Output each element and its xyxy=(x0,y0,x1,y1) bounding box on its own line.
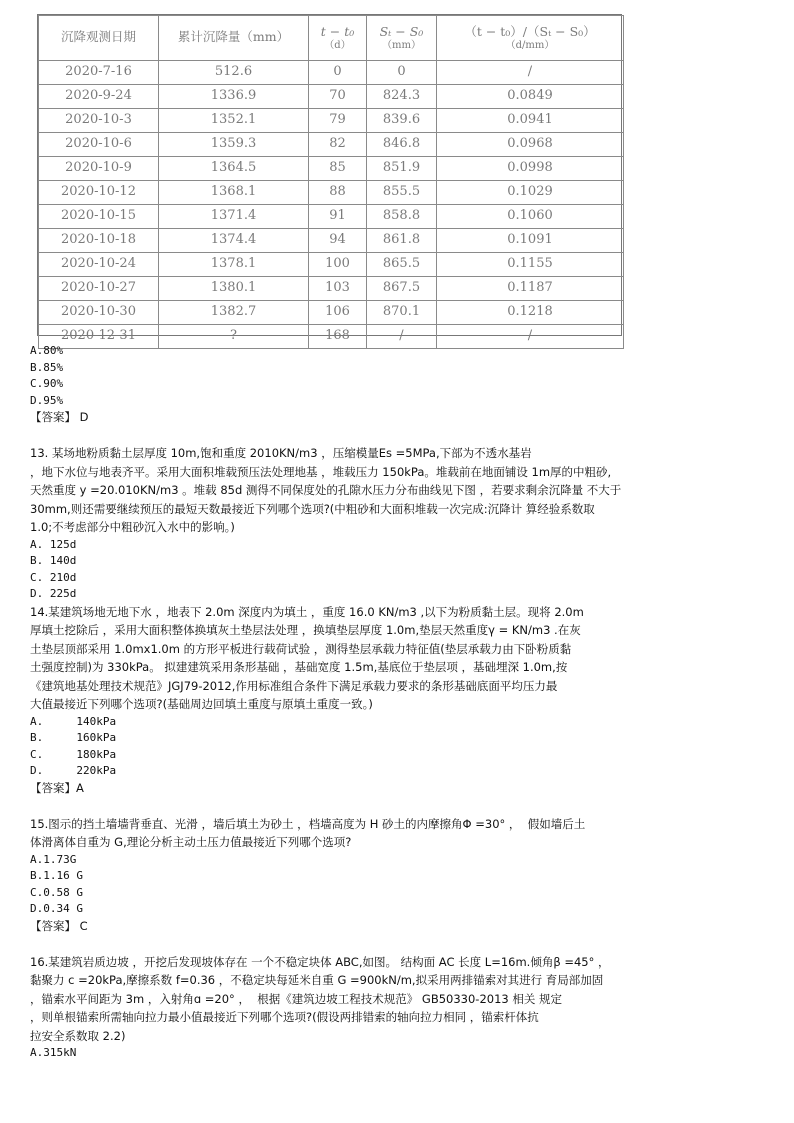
table-cell: 0 xyxy=(309,61,367,85)
table-header-ratio: （t − t₀）/（Sₜ − S₀） （d/mm） xyxy=(437,16,624,61)
table-cell: ? xyxy=(159,325,309,349)
table-cell: / xyxy=(437,325,624,349)
table-cell: 2020-7-16 xyxy=(39,61,159,85)
question-line: 13. 某场地粉质黏土层厚度 10m,饱和重度 2010KN/m3 ，压缩模量Es =5MPa,下部为不透水基岩 xyxy=(30,446,532,460)
table-header-date: 沉降观测日期 xyxy=(39,16,159,61)
table-header-diff: Sₜ − S₀ （mm） xyxy=(367,16,437,61)
exam-text xyxy=(30,343,775,1062)
question-line: 黏聚力 c =20kPa,摩擦系数 f=0.36 ，不稳定块每延米自重 G =900kN/m,拟采用两排锚索对其进行 育局部加固 xyxy=(30,973,604,987)
q14-answer: 【答案】A xyxy=(30,780,84,795)
table-cell: 824.3 xyxy=(367,85,437,109)
table-cell: 2020-10-6 xyxy=(39,133,159,157)
table-cell: 106 xyxy=(309,301,367,325)
table-cell: 0 xyxy=(367,61,437,85)
answer-option: C.0.58 G xyxy=(30,885,83,899)
table-cell: 870.1 xyxy=(367,301,437,325)
table-cell: 1364.5 xyxy=(159,157,309,181)
table-cell: 100 xyxy=(309,253,367,277)
table-cell: 867.5 xyxy=(367,277,437,301)
answer-option: D.0.34 G xyxy=(30,902,83,915)
table-cell: 103 xyxy=(309,277,367,301)
table-cell: 1359.3 xyxy=(159,133,309,157)
question-line: ，地下水位与地表齐平。采用大面积堆载预压法处理地基 ，堆载压力 150kPa。堆载前在地面铺设 1m厚的中粗砂, xyxy=(30,464,612,479)
question-line: 土强度控制)为 330kPa。 拟建建筑采用条形基础 ，基础宽度 1.5m,基底位于垫层项 ，基础埋深 1.0m,按 xyxy=(30,660,568,674)
table-cell: 88 xyxy=(309,181,367,205)
table-cell: 1371.4 xyxy=(159,205,309,229)
table-cell: 91 xyxy=(309,205,367,229)
table-cell: 0.1091 xyxy=(437,229,624,253)
table-cell: 1382.7 xyxy=(159,301,309,325)
table-cell: 94 xyxy=(309,229,367,253)
table-cell: 0.0941 xyxy=(437,109,624,133)
table-row xyxy=(39,253,624,277)
table-cell: 861.8 xyxy=(367,229,437,253)
table-cell: 2020-9-24 xyxy=(39,85,159,109)
table-cell: 70 xyxy=(309,85,367,109)
table-row xyxy=(39,229,624,253)
q15-stem xyxy=(30,815,775,852)
question-line: 拉安全系数取 2.2) xyxy=(30,1028,126,1043)
answer-option: B.1.16 G xyxy=(30,869,83,882)
q16-stem xyxy=(30,953,775,1046)
table-cell: 2020-10-18 xyxy=(39,229,159,253)
answer-option: A.1.73G xyxy=(30,852,77,866)
table-row xyxy=(39,61,624,85)
table-row xyxy=(39,133,624,157)
table-cell: 1336.9 xyxy=(159,85,309,109)
table-cell: 1374.4 xyxy=(159,229,309,253)
table-cell: 0.1029 xyxy=(437,181,624,205)
table-cell: 0.0998 xyxy=(437,157,624,181)
answer-option: D.95% xyxy=(30,393,64,407)
question-line: 土垫层顶部采用 1.0mx1.0m 的方形平板进行载荷试验 ，测得垫层承载力特征值(垫层承载力由下卧粉质黏 xyxy=(30,641,572,656)
question-line: 大值最接近下列哪个选项?(基础周边回填土重度与原填土重度一致。) xyxy=(30,697,373,711)
answer-option: B. 140d xyxy=(30,554,77,567)
answer-option: C. 180kPa xyxy=(30,747,117,761)
question-line: 《建筑地基处理技术规范》JGJ79-2012,作用标准组合条件下满足承载力要求的条形基础底面平均压力最 xyxy=(30,678,558,693)
table-cell: 851.9 xyxy=(367,157,437,181)
q15-options xyxy=(30,852,775,918)
table-cell: 2020-12-31 xyxy=(39,325,159,349)
table-cell: 1368.1 xyxy=(159,181,309,205)
table-cell: 855.5 xyxy=(367,181,437,205)
table-cell: 0.1187 xyxy=(437,277,624,301)
q15-answer: 【答案】 C xyxy=(30,918,88,933)
table-cell: 1352.1 xyxy=(159,109,309,133)
table-cell: 0.1155 xyxy=(437,253,624,277)
table-cell: / xyxy=(367,325,437,349)
table-cell: 846.8 xyxy=(367,133,437,157)
table-cell: 2020-10-30 xyxy=(39,301,159,325)
table-header-settlement: 累计沉降量（mm） xyxy=(159,16,309,61)
table-cell: 168 xyxy=(309,325,367,349)
table-row xyxy=(39,181,624,205)
answer-option: C.90% xyxy=(30,377,64,390)
q12-answer: 【答案】 D xyxy=(30,410,89,424)
answer-option: B.85% xyxy=(30,360,64,374)
q14-options xyxy=(30,714,775,780)
table-row xyxy=(39,301,624,325)
question-line: ，则单根锚索所需轴向拉力最小值最接近下列哪个选项?(假设两排错索的轴向拉力相同 ，锚索杆体抗 xyxy=(30,1010,539,1024)
answer-option: B. 160kPa xyxy=(30,731,117,744)
table-cell: / xyxy=(437,61,624,85)
answer-option: A.315kN xyxy=(30,1046,77,1059)
table-cell: 0.1060 xyxy=(437,205,624,229)
table-cell: 1378.1 xyxy=(159,253,309,277)
answer-option: A. 140kPa xyxy=(30,714,117,728)
table-cell: 858.8 xyxy=(367,205,437,229)
table-cell: 2020-10-12 xyxy=(39,181,159,205)
table-cell: 2020-10-15 xyxy=(39,205,159,229)
question-line: 16.某建筑岩质边坡 ，开挖后发现坡体存在 一个不稳定块体 ABC,如图。 结构面 AC 长度 L=16m.倾角β =45° ， xyxy=(30,954,610,969)
answer-option: A.80% xyxy=(30,344,64,357)
q13-options xyxy=(30,537,775,603)
table-cell: 839.6 xyxy=(367,109,437,133)
table-cell: 0.0968 xyxy=(437,133,624,157)
q13-stem xyxy=(30,444,775,537)
table-cell: 82 xyxy=(309,133,367,157)
table-cell: 2020-10-27 xyxy=(39,277,159,301)
table-cell: 2020-10-3 xyxy=(39,109,159,133)
settlement-table-container xyxy=(37,14,622,344)
answer-option: D. 220kPa xyxy=(30,764,117,777)
question-line: 15.图示的挡土墙墙背垂直、光滑 ，墙后填土为砂土 ，档墙高度为 H 砂土的内摩擦角Φ =30° ， 假如墙后土 xyxy=(30,816,586,831)
table-header-time: t − t₀ （d） xyxy=(309,16,367,61)
table-body xyxy=(39,61,624,349)
answer-option: C. 210d xyxy=(30,570,77,584)
question-line: 1.0;不考虑部分中粗砂沉入水中的影响。) xyxy=(30,520,235,534)
q16-options xyxy=(30,1045,775,1062)
table-row xyxy=(39,205,624,229)
table-header-row xyxy=(39,16,624,61)
table-row xyxy=(39,109,624,133)
question-line: 天然重度 y =20.010KN/m3 。堆载 85d 测得不同保度处的孔隙水压力分布曲线见下图 ，若要求剩余沉降量 不大于 xyxy=(30,483,622,497)
question-line: 体滑离体自重为 G,理论分析主动土压力值最接近下列哪个选项? xyxy=(30,835,352,849)
table-cell: 512.6 xyxy=(159,61,309,85)
q12-options xyxy=(30,343,775,409)
table-cell: 1380.1 xyxy=(159,277,309,301)
q14-stem xyxy=(30,603,775,714)
table-cell: 85 xyxy=(309,157,367,181)
question-line: 14.某建筑场地无地下水 ，地表下 2.0m 深度内为填土 ，重度 16.0 KN/m3 ,以下为粉质黏土层。现将 2.0m xyxy=(30,604,584,619)
answer-option: A. 125d xyxy=(30,537,77,551)
table-cell: 2020-10-24 xyxy=(39,253,159,277)
question-line: 30mm,则还需要继续预压的最短天数最接近下列哪个选项?(中粗砂和大面积堆载一次完成:沉降计 算经验系数取 xyxy=(30,501,595,516)
table-row xyxy=(39,277,624,301)
table-cell: 79 xyxy=(309,109,367,133)
table-cell: 0.0849 xyxy=(437,85,624,109)
settlement-table xyxy=(38,15,624,349)
table-row xyxy=(39,85,624,109)
answer-option: D. 225d xyxy=(30,587,77,600)
question-line: 厚填土挖除后 ，采用大面积整体换填灰土垫层法处理 ，换填垫层厚度 1.0m,垫层天然重度γ = KN/m3 .在灰 xyxy=(30,623,581,637)
table-row xyxy=(39,157,624,181)
table-cell: 2020-10-9 xyxy=(39,157,159,181)
table-cell: 0.1218 xyxy=(437,301,624,325)
table-cell: 865.5 xyxy=(367,253,437,277)
question-line: ，锚索水平间距为 3m ，入射角ɑ =20° ， 根据《建筑边坡工程技术规范》 GB50330-2013 相关 规定 xyxy=(30,991,563,1006)
